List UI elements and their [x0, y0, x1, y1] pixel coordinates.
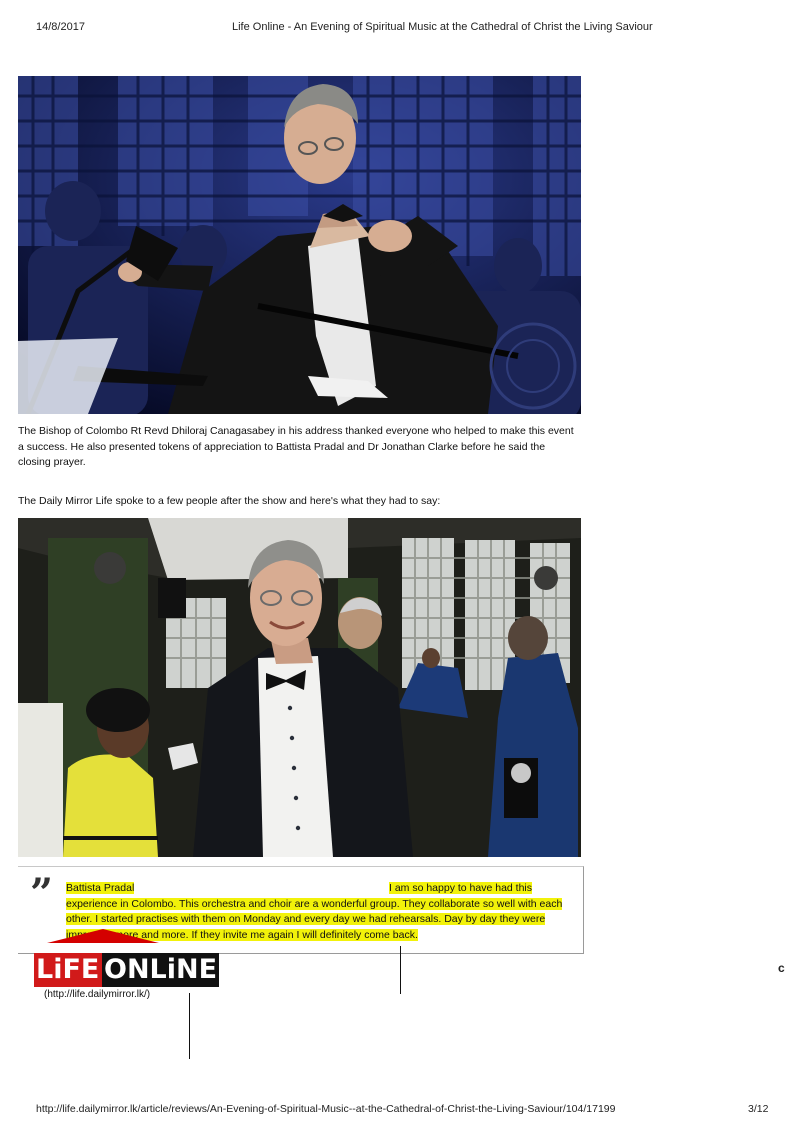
print-date: 14/8/2017: [36, 21, 85, 33]
divider-line: [189, 993, 190, 1059]
page-number: 3/12: [748, 1103, 769, 1115]
logo-roof-icon: [47, 929, 159, 943]
edge-glyph: c: [778, 961, 785, 975]
divider-line: [400, 946, 401, 994]
logo-word-life: LiFE: [36, 954, 100, 985]
battista-pradal-photo: [18, 518, 581, 857]
life-online-logo[interactable]: [34, 953, 218, 987]
quote-mark-icon: ”: [30, 870, 54, 917]
paragraph-interviews-intro: The Daily Mirror Life spoke to a few people after the show and here's what they had to say:: [18, 495, 441, 507]
logo-link[interactable]: (http://life.dailymirror.lk/): [44, 989, 151, 1000]
quote-speaker-name-text: Battista Pradal: [66, 882, 135, 894]
quote-text-highlight: I am so happy to have had this experience in Colombo. This orchestra and choir are a wonderful group. They collaborate so well with each other. I started practises with them on Monday and every day we had rehearsals. Day by day they were improving more and more. If they invite me again I will definitely come back.: [66, 882, 563, 941]
conductor-photo: [18, 76, 581, 414]
paragraph-bishop-address: The Bishop of Colombo Rt Revd Dhiloraj Canagasabey in his address thanked everyone who helped to make this event a success. He also presented tokens of appreciation to Battista Pradal and Dr Jonathan Clarke before he said the closing prayer.: [18, 425, 574, 468]
print-title: Life Online - An Evening of Spiritual Music at the Cathedral of Christ the Living Saviour: [232, 21, 653, 33]
print-footer-url: http://life.dailymirror.lk/article/reviews/An-Evening-of-Spiritual-Music--at-the-Cathedral-of-Christ-the-Living-Saviour/104/17199: [36, 1103, 616, 1115]
logo-word-online: ONLiNE: [104, 954, 218, 985]
